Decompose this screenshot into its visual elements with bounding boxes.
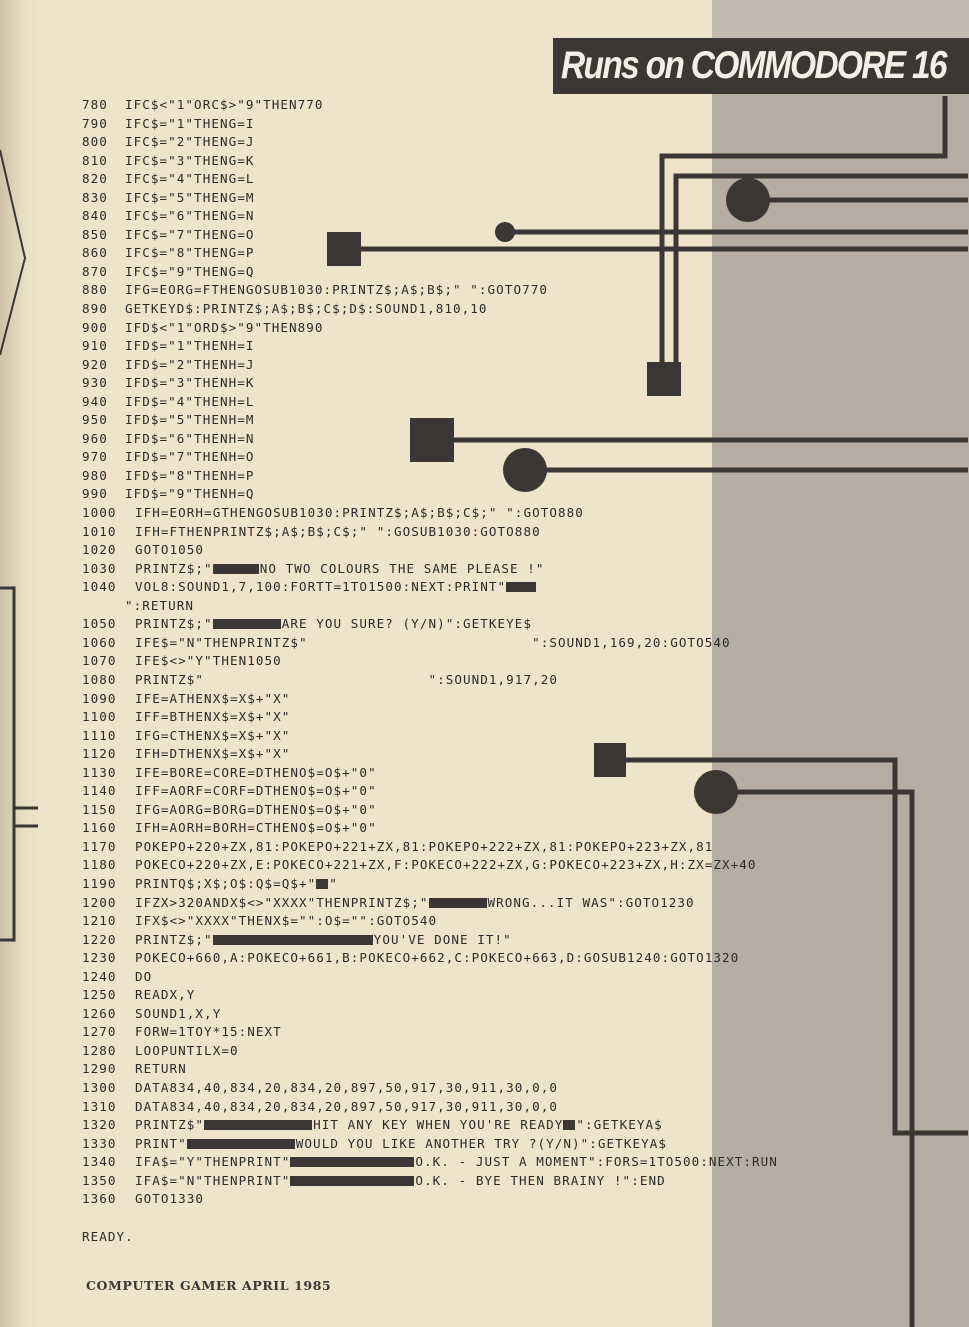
code-text: SOUND1,X,Y [135, 1005, 222, 1021]
line-number: 1020 [82, 542, 117, 558]
code-line [82, 1005, 912, 1024]
control-character-block [506, 582, 536, 592]
line-number: 1170 [82, 838, 117, 854]
code-text: IFC$="2"THENG=J [125, 134, 255, 150]
code-text: IFF=AORF=CORF=DTHENO$=O$+"0" [135, 783, 377, 799]
line-number: 930 [82, 375, 108, 391]
code-line [82, 170, 912, 189]
line-number: 800 [82, 134, 108, 150]
line-number: 980 [82, 467, 108, 483]
line-number: 1270 [82, 1024, 117, 1040]
code-line [82, 856, 912, 875]
code-line [82, 764, 912, 783]
code-text: IFC$="8"THENG=P [125, 245, 255, 261]
code-text: IFD$="9"THENH=Q [125, 486, 255, 502]
code-line [82, 467, 912, 486]
line-number: 910 [82, 338, 108, 354]
control-character-block [290, 1157, 414, 1167]
left-bracket-line [0, 588, 14, 940]
code-text: POKECO+660,A:POKECO+661,B:POKECO+662,C:POKECO+663,D:GOSUB1240:GOTO1320 [135, 950, 740, 966]
code-line [82, 281, 912, 300]
code-line [82, 968, 912, 987]
code-text: DO [135, 968, 153, 984]
code-text: IFE=BORE=CORE=DTHENO$=O$+"0" [135, 764, 377, 780]
magazine-footer: COMPUTER GAMER APRIL 1985 [86, 1278, 332, 1293]
code-line [82, 1079, 912, 1098]
code-text: IFC$="6"THENG=N [125, 208, 255, 224]
line-number: 1010 [82, 523, 117, 539]
line-number: 1050 [82, 616, 117, 632]
code-line [82, 652, 912, 671]
line-number: 880 [82, 282, 108, 298]
code-text: IFD$="8"THENH=P [125, 467, 255, 483]
line-number: 960 [82, 430, 108, 446]
code-text: IFH=AORH=BORH=CTHENO$=O$+"0" [135, 820, 377, 836]
line-number: 840 [82, 208, 108, 224]
code-line [82, 1098, 912, 1117]
code-text: PRINT" [135, 1135, 187, 1151]
code-line [82, 152, 912, 171]
line-number: 1250 [82, 987, 117, 1003]
code-line [82, 745, 912, 764]
line-number: 940 [82, 393, 108, 409]
code-text: IFG=EORG=FTHENGOSUB1030:PRINTZ$;A$;B$;" ":GOTO770 [125, 282, 548, 298]
code-text: NO TWO COLOURS THE SAME PLEASE !" [259, 560, 545, 576]
code-text: RETURN [135, 1061, 187, 1077]
code-line [82, 356, 912, 375]
line-number: 870 [82, 263, 108, 279]
code-text: GOTO1330 [135, 1191, 205, 1207]
code-line [82, 226, 912, 245]
line-number: 1300 [82, 1079, 117, 1095]
line-number: 1090 [82, 690, 117, 706]
control-character-block [213, 619, 281, 629]
code-text: DATA834,40,834,20,834,20,897,50,917,30,911,30,0,0 [135, 1098, 558, 1114]
code-text: IFC$="3"THENG=K [125, 152, 255, 168]
code-text: WOULD YOU LIKE ANOTHER TRY ?(Y/N)":GETKEYA$ [295, 1135, 667, 1151]
code-line [82, 337, 912, 356]
control-character-block [563, 1120, 575, 1130]
line-number: 1290 [82, 1061, 117, 1077]
left-chevron-line [0, 150, 25, 355]
code-text: IFD$="4"THENH=L [125, 393, 255, 409]
code-text: GETKEYD$:PRINTZ$;A$;B$;C$;D$:SOUND1,810,10 [125, 301, 488, 317]
line-number: 1080 [82, 671, 117, 687]
code-line [82, 189, 912, 208]
ready-prompt: READY. [82, 1229, 134, 1244]
line-number: 1030 [82, 560, 117, 576]
control-character-block [316, 879, 328, 889]
code-text: FORW=1TOY*15:NEXT [135, 1024, 282, 1040]
code-text: DATA834,40,834,20,834,20,897,50,917,30,911,30,0,0 [135, 1079, 558, 1095]
code-text: POKECO+220+ZX,E:POKECO+221+ZX,F:POKECO+222+ZX,G:POKECO+223+ZX,H:ZX=ZX+40 [135, 857, 757, 873]
code-text: IFD$="5"THENH=M [125, 412, 255, 428]
code-line [82, 374, 912, 393]
code-line [82, 1042, 912, 1061]
code-line [82, 597, 912, 616]
code-text: PRINTZ$;" [135, 616, 213, 632]
code-line [82, 671, 912, 690]
code-line [82, 1135, 912, 1154]
line-number: 830 [82, 189, 108, 205]
line-number: 1340 [82, 1154, 117, 1170]
line-number: 860 [82, 245, 108, 261]
line-number: 1060 [82, 634, 117, 650]
line-number: 790 [82, 115, 108, 131]
line-number: 890 [82, 301, 108, 317]
control-character-block [429, 898, 487, 908]
line-number: 1000 [82, 505, 117, 521]
code-text: IFC$="9"THENG=Q [125, 263, 255, 279]
line-number: 1150 [82, 801, 117, 817]
code-line [82, 244, 912, 263]
code-text: " [329, 875, 338, 891]
code-line [82, 690, 912, 709]
code-text: IFD$="1"THENH=I [125, 338, 255, 354]
code-line [82, 430, 912, 449]
line-number: 950 [82, 412, 108, 428]
line-number: 1210 [82, 913, 117, 929]
line-number: 1040 [82, 579, 117, 595]
code-text: VOL8:SOUND1,7,100:FORTT=1TO1500:NEXT:PRINT" [135, 579, 507, 595]
line-number: 1190 [82, 875, 117, 891]
code-line [82, 300, 912, 319]
line-number: 1280 [82, 1042, 117, 1058]
code-line [82, 541, 912, 560]
code-line [82, 1023, 912, 1042]
line-number: 1120 [82, 746, 117, 762]
code-text: IFZX>320ANDX$<>"XXXX"THENPRINTZ$;" [135, 894, 429, 910]
code-text: ARE YOU SURE? (Y/N)":GETKEYE$ [281, 616, 533, 632]
code-text: PRINTZ$;" [135, 560, 213, 576]
line-number: 1160 [82, 820, 117, 836]
code-text: PRINTZ$;" [135, 931, 213, 947]
code-text: ":RETURN [125, 597, 195, 613]
code-text: IFE$="N"THENPRINTZ$" ":SOUND1,169,20:GOTO540 [135, 634, 731, 650]
line-number: 1350 [82, 1172, 117, 1188]
code-line [82, 115, 912, 134]
code-text: IFD$<"1"ORD$>"9"THEN890 [125, 319, 324, 335]
code-line [82, 263, 912, 282]
code-text: IFD$="7"THENH=O [125, 449, 255, 465]
code-line [82, 319, 912, 338]
code-line [82, 931, 912, 950]
code-line [82, 133, 912, 152]
code-text: GOTO1050 [135, 542, 205, 558]
code-line [82, 782, 912, 801]
line-number: 1310 [82, 1098, 117, 1114]
code-text: WRONG...IT WAS":GOTO1230 [487, 894, 695, 910]
code-line [82, 986, 912, 1005]
control-character-block [213, 935, 373, 945]
code-line [82, 578, 912, 597]
code-text: ":GETKEYA$ [576, 1117, 663, 1133]
line-number: 990 [82, 486, 108, 502]
code-text: IFA$="N"THENPRINT" [135, 1172, 291, 1188]
code-line [82, 727, 912, 746]
line-number: 1180 [82, 857, 117, 873]
code-line [82, 819, 912, 838]
code-text: IFD$="2"THENH=J [125, 356, 255, 372]
code-text: HIT ANY KEY WHEN YOU'RE READY [313, 1117, 564, 1133]
code-line [82, 838, 912, 857]
code-text: YOU'VE DONE IT!" [373, 931, 512, 947]
code-text: O.K. - BYE THEN BRAINY !":END [415, 1172, 666, 1188]
line-number: 900 [82, 319, 108, 335]
code-line [82, 708, 912, 727]
code-line [82, 1153, 912, 1172]
line-number: 1130 [82, 764, 117, 780]
code-text: PRINTQ$;X$;O$:Q$=Q$+" [135, 875, 317, 891]
basic-program-listing [82, 96, 912, 1209]
code-text: IFH=EORH=GTHENGOSUB1030:PRINTZ$;A$;B$;C$;" ":GOTO880 [135, 505, 584, 521]
code-text: IFA$="Y"THENPRINT" [135, 1154, 291, 1170]
code-text: IFH=FTHENPRINTZ$;A$;B$;C$;" ":GOSUB1030:GOTO880 [135, 523, 541, 539]
line-number: 1070 [82, 653, 117, 669]
line-number: 1260 [82, 1005, 117, 1021]
line-number: 920 [82, 356, 108, 372]
control-character-block [204, 1120, 312, 1130]
line-number: 1200 [82, 894, 117, 910]
code-text: IFC$<"1"ORC$>"9"THEN770 [125, 97, 324, 112]
code-line [82, 523, 912, 542]
line-number: 1230 [82, 950, 117, 966]
code-line [82, 504, 912, 523]
code-text: IFC$="1"THENG=I [125, 115, 255, 131]
code-line [82, 949, 912, 968]
code-text: POKEPO+220+ZX,81:POKEPO+221+ZX,81:POKEPO+222+ZX,81:POKEPO+223+ZX,81 [135, 838, 714, 854]
line-number: 1220 [82, 931, 117, 947]
code-line [82, 912, 912, 931]
control-character-block [290, 1176, 414, 1186]
code-line [82, 1172, 912, 1191]
code-line [82, 1116, 912, 1135]
line-number: 780 [82, 97, 108, 112]
code-line [82, 615, 912, 634]
code-line [82, 1190, 912, 1209]
code-text: IFE$<>"Y"THEN1050 [135, 653, 282, 669]
code-line [82, 894, 912, 913]
line-number: 1320 [82, 1117, 117, 1133]
code-text: IFC$="4"THENG=L [125, 171, 255, 187]
code-text: IFD$="6"THENH=N [125, 430, 255, 446]
code-line [82, 560, 912, 579]
code-text: IFE=ATHENX$=X$+"X" [135, 690, 291, 706]
line-number: 970 [82, 449, 108, 465]
line-number: 1240 [82, 968, 117, 984]
code-line [82, 875, 912, 894]
code-text: LOOPUNTILX=0 [135, 1042, 239, 1058]
code-text: PRINTZ$" ":SOUND1,917,20 [135, 671, 558, 687]
platform-banner-text: Runs on COMMODORE 16 [561, 44, 946, 87]
code-line [82, 448, 912, 467]
code-text: IFC$="5"THENG=M [125, 189, 255, 205]
code-text: IFG=AORG=BORG=DTHENO$=O$+"0" [135, 801, 377, 817]
code-line [82, 485, 912, 504]
line-number: 1110 [82, 727, 117, 743]
code-line [82, 801, 912, 820]
code-text: IFD$="3"THENH=K [125, 375, 255, 391]
line-number: 1330 [82, 1135, 117, 1151]
code-line [82, 207, 912, 226]
line-number: 850 [82, 226, 108, 242]
code-line [82, 96, 912, 115]
code-text: IFH=DTHENX$=X$+"X" [135, 746, 291, 762]
line-number: 1140 [82, 783, 117, 799]
line-number: 1360 [82, 1191, 117, 1207]
code-text: IFG=CTHENX$=X$+"X" [135, 727, 291, 743]
code-text: PRINTZ$" [135, 1117, 205, 1133]
control-character-block [187, 1139, 295, 1149]
code-text: READX,Y [135, 987, 196, 1003]
code-line [82, 393, 912, 412]
code-text: IFX$<>"XXXX"THENX$="":O$="":GOTO540 [135, 913, 438, 929]
line-number: 810 [82, 152, 108, 168]
platform-banner [553, 38, 969, 94]
code-text: IFF=BTHENX$=X$+"X" [135, 709, 291, 725]
control-character-block [213, 564, 259, 574]
code-line [82, 1060, 912, 1079]
code-line [82, 411, 912, 430]
code-text: IFC$="7"THENG=O [125, 226, 255, 242]
code-line [82, 634, 912, 653]
code-text: O.K. - JUST A MOMENT":FORS=1TO500:NEXT:RUN [415, 1154, 778, 1170]
line-number: 1100 [82, 709, 117, 725]
line-number: 820 [82, 171, 108, 187]
